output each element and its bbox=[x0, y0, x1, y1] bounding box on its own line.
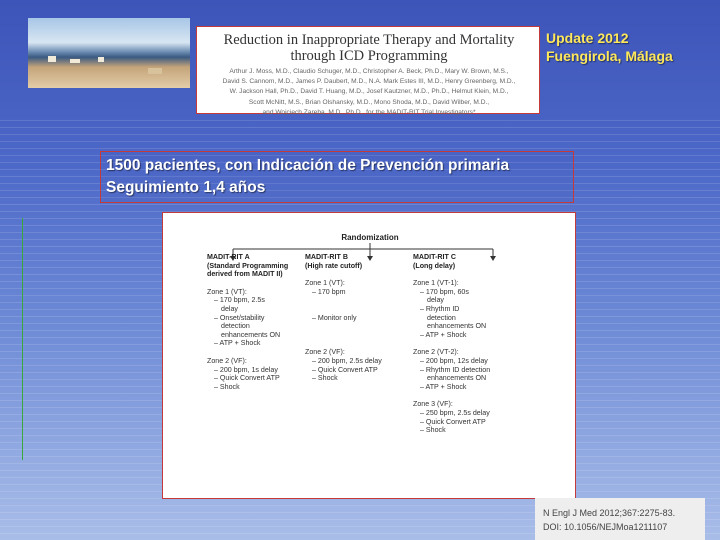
arm-heading-line: MADIT-RIT B bbox=[305, 253, 348, 261]
zone-line: – Quick Convert ATP bbox=[312, 365, 378, 374]
arm-heading bbox=[207, 253, 288, 279]
zone-block bbox=[413, 279, 490, 339]
zone-line: Zone 2 (VT-2): bbox=[413, 348, 459, 357]
randomization-diagram bbox=[162, 212, 576, 499]
zone-line: – Monitor only bbox=[312, 313, 357, 322]
zone-block bbox=[305, 331, 382, 383]
zone-line: enhancements ON bbox=[427, 322, 487, 331]
paper-title: Reduction in Inappropriate Therapy and Mortality through ICD Programming bbox=[223, 32, 515, 64]
zone-line bbox=[305, 340, 382, 349]
arm-heading-line: MADIT-RIT C bbox=[413, 253, 456, 261]
event-label: Update 2012 Fuengirola, Málaga bbox=[546, 30, 673, 64]
zone-line: Zone 2 (VF): bbox=[207, 356, 247, 365]
citation: N Engl J Med 2012;367:2275-83. DOI: 10.1056/NEJMoa1211107 bbox=[535, 498, 705, 540]
zone-line: – 250 bpm, 2.5s delay bbox=[420, 408, 490, 417]
zone-line: – Rhythm ID detection bbox=[420, 365, 491, 374]
water-texture-line bbox=[0, 148, 720, 149]
zone-line: – Shock bbox=[420, 426, 446, 435]
zone-line: Zone 1 (VT-1): bbox=[413, 279, 459, 288]
zone-line: delay bbox=[427, 296, 444, 305]
zone-line bbox=[305, 331, 382, 340]
zone-line: – Rhythm ID bbox=[420, 304, 460, 313]
randomization-label: Randomization bbox=[341, 233, 399, 242]
zone-line: – 170 bpm bbox=[312, 287, 346, 296]
zone-line: – 170 bpm, 2.5s bbox=[214, 296, 265, 305]
zone-block bbox=[305, 279, 382, 322]
zone-line: detection bbox=[427, 313, 456, 322]
zone-line: – Shock bbox=[312, 374, 338, 383]
water-texture-line bbox=[0, 120, 720, 121]
zone-line: delay bbox=[221, 304, 238, 313]
zone-line: – 170 bpm, 60s bbox=[420, 287, 469, 296]
zone-line: detection bbox=[221, 322, 250, 331]
zone-block bbox=[413, 400, 490, 434]
decorative-vertical-line bbox=[22, 218, 23, 460]
zone-block bbox=[413, 348, 490, 391]
beach-photo bbox=[28, 18, 190, 88]
water-texture-line bbox=[0, 127, 720, 128]
zone-line: – Quick Convert ATP bbox=[420, 417, 486, 426]
arm-column bbox=[305, 253, 382, 383]
zone-line: – 200 bpm, 1s delay bbox=[214, 365, 278, 374]
zone-line: – 200 bpm, 2.5s delay bbox=[312, 356, 382, 365]
arm-heading-line: (Long delay) bbox=[413, 261, 456, 270]
zone-block bbox=[207, 288, 288, 348]
study-summary: 1500 pacientes, con Indicación de Prevención primaria Seguimiento 1,4 años bbox=[100, 151, 574, 203]
zone-line: – 200 bpm, 12s delay bbox=[420, 356, 488, 365]
water-texture-line bbox=[0, 134, 720, 135]
arm-heading bbox=[305, 253, 382, 270]
zone-line bbox=[305, 305, 382, 314]
water-texture-line bbox=[0, 141, 720, 142]
arm-heading-line: (High rate cutoff) bbox=[305, 261, 363, 270]
zone-line: – Shock bbox=[214, 382, 240, 391]
arm-heading-line: derived from MADIT II) bbox=[207, 270, 283, 279]
zone-line: – ATP + Shock bbox=[420, 382, 467, 391]
zone-line: Zone 2 (VF): bbox=[305, 348, 345, 357]
zone-line: – ATP + Shock bbox=[214, 339, 261, 348]
paper-title-card bbox=[196, 26, 540, 114]
zone-line: – Onset/stability bbox=[214, 313, 265, 322]
zone-block bbox=[207, 357, 288, 391]
zone-line: Zone 1 (VT): bbox=[207, 287, 247, 296]
arm-column bbox=[413, 253, 490, 435]
arm-heading-line: MADIT-RIT A bbox=[207, 253, 250, 261]
zone-line: Zone 1 (VT): bbox=[305, 279, 345, 288]
zone-line: – Quick Convert ATP bbox=[214, 374, 280, 383]
zone-line: enhancements ON bbox=[427, 374, 487, 383]
zone-line: – ATP + Shock bbox=[420, 330, 467, 339]
zone-line: Zone 3 (VF): bbox=[413, 400, 453, 409]
zone-line: enhancements ON bbox=[221, 330, 281, 339]
arm-column bbox=[207, 253, 288, 391]
water-texture-line bbox=[0, 204, 720, 205]
zone-line bbox=[305, 296, 382, 305]
arm-heading bbox=[413, 253, 490, 270]
paper-authors: Arthur J. Moss, M.D., Claudio Schuger, M.D., Christopher A. Beck, Ph.D., Mary W. Brown, M.S., David S. Cannom, M.D., James P. Daubert, M.D., N.A. Mark Estes III, M.D., Henry Greenberg, M.D., W. Jackson Hall, Ph.D., David T. Huang, M.D., Josef Kautzner, M.D., Ph.D., Helmut Klein, M.D., Scott McNitt, M.S., Brian Olshansky, M.D., Mono Shoda, M.D., David Wilber, M.D., and Wojciech Zareba, M.D., Ph.D., for the MADIT-RIT Trial Investigators* bbox=[222, 68, 516, 116]
arm-heading-line: (Standard Programming bbox=[207, 261, 289, 270]
